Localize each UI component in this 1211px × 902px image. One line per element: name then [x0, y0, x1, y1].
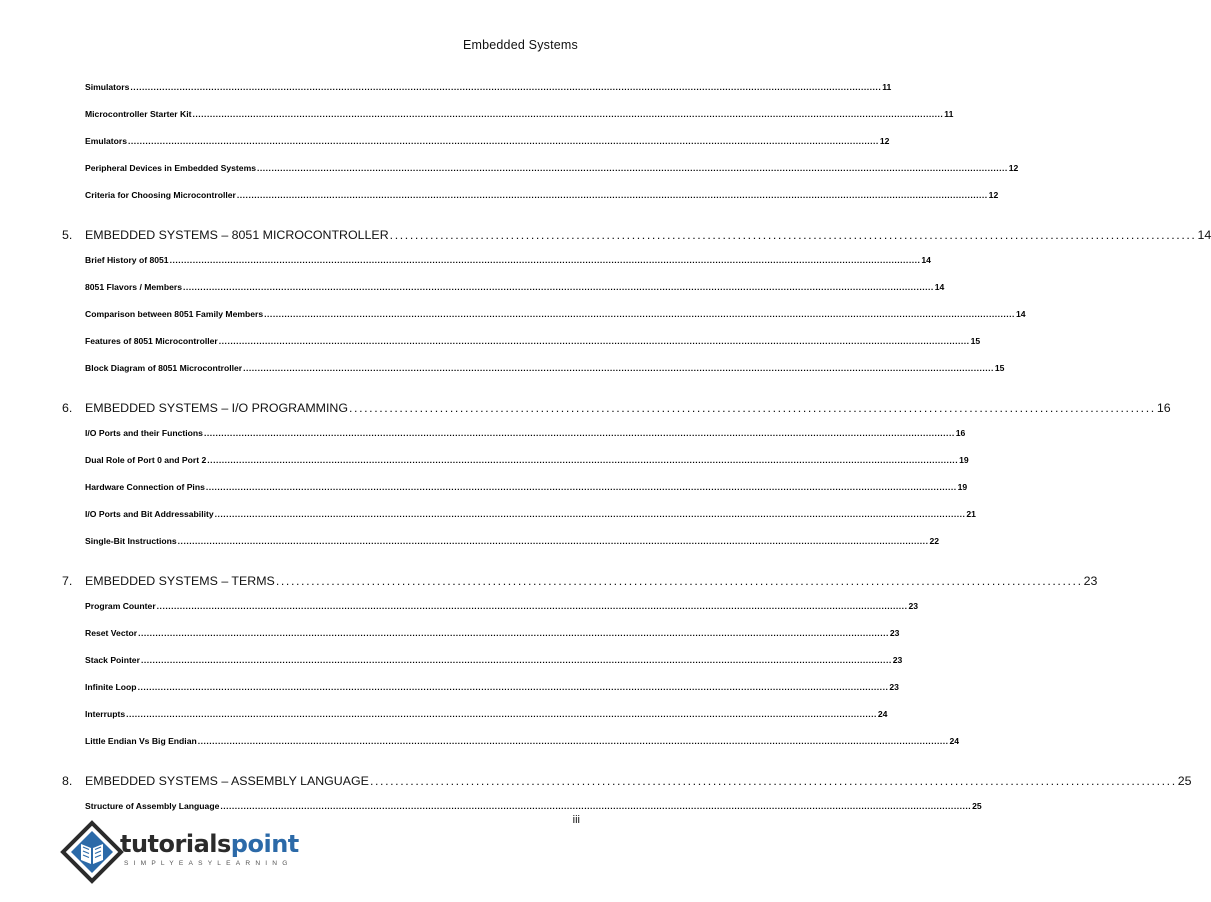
- toc-entry-title: Dual Role of Port 0 and Port 2: [85, 455, 207, 465]
- toc-entry-title: Infinite Loop: [85, 682, 137, 692]
- toc-entry-title: Block Diagram of 8051 Microcontroller: [85, 363, 243, 373]
- toc-page-number: 25: [972, 801, 982, 811]
- toc-page-number: 25: [1177, 774, 1192, 788]
- toc-entry-row[interactable]: [85, 363, 1005, 373]
- toc-entry-row[interactable]: [85, 709, 888, 719]
- toc-section-number: 6.: [62, 401, 73, 415]
- dot-leader: ....................................................................................................................................................................................................................................................................: [137, 682, 889, 692]
- toc-section-row[interactable]: [62, 228, 1211, 242]
- toc-entry-row[interactable]: [85, 82, 892, 92]
- toc-entry-title: Hardware Connection of Pins: [85, 482, 205, 492]
- toc-page-number: 16: [1156, 401, 1171, 415]
- dot-leader: ....................................................................................................................................................................................................................................................................: [207, 455, 959, 465]
- toc-page-number: 22: [929, 536, 940, 546]
- toc-page-number: 19: [959, 455, 969, 465]
- page-number: iii: [572, 814, 580, 826]
- toc-section-title: EMBEDDED SYSTEMS – 8051 MICROCONTROLLER: [85, 228, 389, 242]
- toc-entry-title: Simulators: [85, 82, 130, 92]
- toc-entry-row[interactable]: [85, 628, 900, 638]
- toc-entry-title: Stack Pointer: [85, 655, 140, 665]
- toc-page-number: 24: [877, 709, 888, 719]
- toc-entry-title: I/O Ports and Bit Addressability: [85, 509, 214, 519]
- dot-leader: ....................................................................................................................................................................................................................................................................: [205, 482, 957, 492]
- toc-section-row[interactable]: [62, 774, 1192, 788]
- toc-entry-row[interactable]: [85, 509, 976, 519]
- dot-leader: ................................................................................................................................................................: [349, 401, 1156, 415]
- toc-entry-row[interactable]: [85, 136, 890, 146]
- toc-entry-row[interactable]: [85, 455, 969, 465]
- toc-page-number: 15: [994, 363, 1005, 373]
- toc-entry-row[interactable]: [85, 255, 931, 265]
- toc-entry-row[interactable]: [85, 482, 968, 492]
- dot-leader: ....................................................................................................................................................................................................................................................................: [220, 801, 972, 811]
- toc-entry-title: Microcontroller Starter Kit: [85, 109, 192, 119]
- toc-entry-row[interactable]: [85, 655, 903, 665]
- toc-entry-title: Comparison between 8051 Family Members: [85, 309, 264, 319]
- toc-page-number: 23: [889, 682, 899, 692]
- toc-page-number: 15: [970, 336, 981, 346]
- toc-entry-row[interactable]: [85, 309, 1026, 319]
- toc-entry-title: Little Endian Vs Big Endian: [85, 736, 197, 746]
- dot-leader: ....................................................................................................................................................................................................................................................................: [156, 601, 908, 611]
- dot-leader: ....................................................................................................................................................................................................................................................................: [138, 628, 889, 638]
- toc-page-number: 12: [988, 190, 999, 200]
- toc-entry-title: Brief History of 8051: [85, 255, 169, 265]
- toc-entry-row[interactable]: [85, 736, 960, 746]
- dot-leader: ....................................................................................................................................................................................................................................................................: [130, 82, 882, 92]
- dot-leader: ....................................................................................................................................................................................................................................................................: [203, 428, 955, 438]
- toc-entry-title: Single-Bit Instructions: [85, 536, 177, 546]
- toc-page-number: 12: [1008, 163, 1019, 173]
- toc-section-number: 8.: [62, 774, 73, 788]
- dot-leader: ....................................................................................................................................................................................................................................................................: [236, 190, 988, 200]
- toc-entry-row[interactable]: [85, 190, 999, 200]
- dot-leader: ....................................................................................................................................................................................................................................................................: [128, 136, 879, 146]
- toc-entry-row[interactable]: [85, 536, 940, 546]
- dot-leader: ................................................................................................................................................................: [369, 774, 1177, 788]
- toc-page-number: 12: [879, 136, 890, 146]
- toc-entry-title: Program Counter: [85, 601, 156, 611]
- toc-entry-title: Reset Vector: [85, 628, 138, 638]
- toc-page-number: 11: [944, 109, 954, 119]
- dot-leader: ....................................................................................................................................................................................................................................................................: [192, 109, 944, 119]
- dot-leader: ....................................................................................................................................................................................................................................................................: [214, 509, 966, 519]
- toc-page-number: 16: [955, 428, 966, 438]
- toc-entry-title: Emulators: [85, 136, 128, 146]
- toc-page-number: 19: [957, 482, 968, 492]
- toc-entry-title: I/O Ports and their Functions: [85, 428, 203, 438]
- toc-page-number: 23: [892, 655, 903, 665]
- toc-entry-row[interactable]: [85, 682, 899, 692]
- toc-page-number: 23: [1083, 574, 1098, 588]
- toc-page-number: 14: [934, 282, 945, 292]
- dot-leader: ................................................................................................................................................................: [389, 228, 1197, 242]
- dot-leader: ....................................................................................................................................................................................................................................................................: [126, 709, 877, 719]
- toc-section-number: 5.: [62, 228, 73, 242]
- toc-page-number: 23: [908, 601, 919, 611]
- dot-leader: ....................................................................................................................................................................................................................................................................: [169, 255, 921, 265]
- toc-entry-title: Peripheral Devices in Embedded Systems: [85, 163, 256, 173]
- toc-entry-title: Interrupts: [85, 709, 126, 719]
- dot-leader: ....................................................................................................................................................................................................................................................................: [257, 163, 1008, 173]
- dot-leader: ....................................................................................................................................................................................................................................................................: [243, 363, 994, 373]
- tutorialspoint-logo: [60, 820, 299, 884]
- toc-entry-title: Features of 8051 Microcontroller: [85, 336, 218, 346]
- toc-entry-row[interactable]: [85, 282, 945, 292]
- toc-page-number: 14: [1197, 228, 1211, 242]
- logo-word-point: point: [230, 830, 299, 858]
- toc-entry-title: Criteria for Choosing Microcontroller: [85, 190, 236, 200]
- toc-page-number: 14: [921, 255, 931, 265]
- dot-leader: ....................................................................................................................................................................................................................................................................: [140, 655, 892, 665]
- dot-leader: ....................................................................................................................................................................................................................................................................: [177, 536, 929, 546]
- toc-section-row[interactable]: [62, 574, 1098, 588]
- toc-page-number: 23: [889, 628, 900, 638]
- toc-entry-row[interactable]: [85, 163, 1019, 173]
- dot-leader: ....................................................................................................................................................................................................................................................................: [264, 309, 1015, 319]
- logo-word-tutorials: tutorials: [120, 830, 231, 858]
- toc-entry-title: Structure of Assembly Language: [85, 801, 220, 811]
- toc-entry-row[interactable]: [85, 428, 966, 438]
- toc-section-title: EMBEDDED SYSTEMS – I/O PROGRAMMING: [85, 401, 348, 415]
- dot-leader: ....................................................................................................................................................................................................................................................................: [182, 282, 934, 292]
- toc-page-number: 24: [949, 736, 960, 746]
- toc-entry-row[interactable]: [85, 601, 919, 611]
- logo-wordmark: [120, 830, 299, 858]
- toc-section-number: 7.: [62, 574, 73, 588]
- toc-section-title: EMBEDDED SYSTEMS – ASSEMBLY LANGUAGE: [85, 774, 369, 788]
- toc-entry-title: 8051 Flavors / Members: [85, 282, 182, 292]
- dot-leader: ....................................................................................................................................................................................................................................................................: [197, 736, 949, 746]
- toc-page-number: 14: [1015, 309, 1026, 319]
- toc-page-number: 11: [882, 82, 892, 92]
- running-header: Embedded Systems: [462, 38, 578, 52]
- logo-tagline: SIMPLYEASYLEARNING: [124, 860, 293, 867]
- dot-leader: ................................................................................................................................................................: [275, 574, 1083, 588]
- toc-entry-row[interactable]: [85, 109, 954, 119]
- toc-section-title: EMBEDDED SYSTEMS – TERMS: [85, 574, 275, 588]
- toc-entry-row[interactable]: [85, 336, 981, 346]
- dot-leader: ....................................................................................................................................................................................................................................................................: [218, 336, 970, 346]
- toc-page-number: 21: [966, 509, 976, 519]
- toc-entry-row[interactable]: [85, 801, 982, 811]
- toc-section-row[interactable]: [62, 401, 1171, 415]
- tutorialspoint-logo-icon: [60, 820, 124, 884]
